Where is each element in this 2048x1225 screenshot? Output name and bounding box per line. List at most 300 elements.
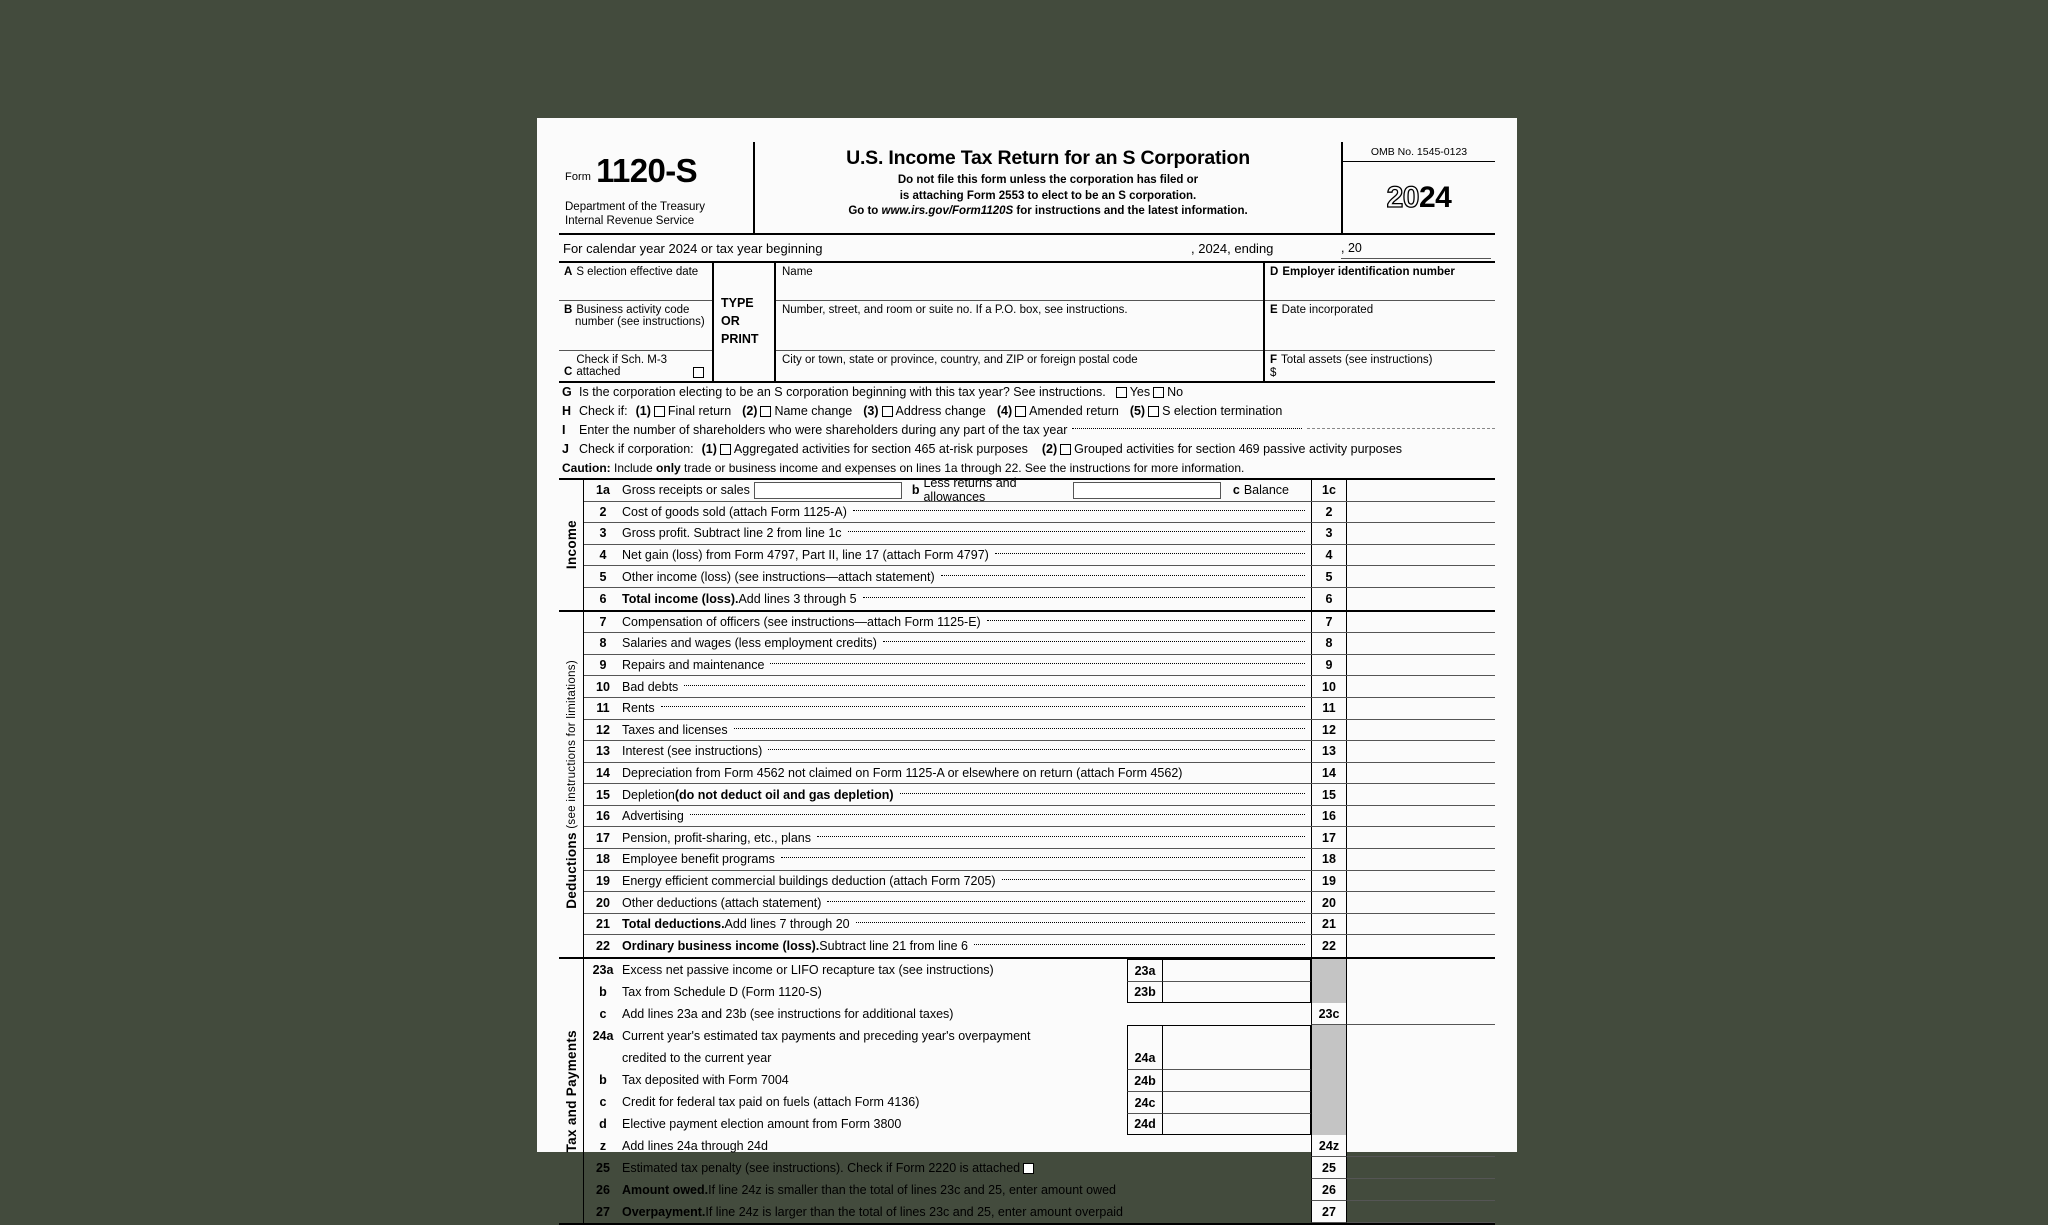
checkbox-grouped-activities[interactable] — [1060, 444, 1071, 455]
label-f: F — [1270, 353, 1278, 366]
line-23a-sub-label: 23a — [1127, 959, 1163, 981]
line-23c-box-label: 23c — [1311, 1003, 1347, 1025]
line-2-leader — [853, 510, 1305, 511]
line-7-leader — [987, 620, 1305, 621]
line-5-row — [584, 566, 1495, 588]
line-23a-sub-amount[interactable] — [1163, 959, 1311, 981]
label-f-text: Total assets (see instructions) — [1281, 353, 1433, 366]
question-i-leader — [1072, 428, 1302, 429]
form-page — [537, 118, 1517, 1220]
label-i: I — [562, 423, 566, 438]
checkbox-address-change[interactable] — [882, 406, 893, 417]
line-24z-amount[interactable] — [1347, 1135, 1495, 1157]
line-12-box-label: 12 — [1311, 720, 1347, 741]
line-15-box-label: 15 — [1311, 784, 1347, 805]
line-11-amount[interactable] — [1347, 698, 1495, 719]
line-16-leader — [690, 814, 1305, 815]
checkbox-amended-return[interactable] — [1015, 406, 1026, 417]
masthead-right — [1343, 142, 1495, 233]
line-22-leader — [974, 944, 1305, 945]
line-9-leader — [770, 663, 1305, 664]
label-e-text: Date incorporated — [1281, 303, 1374, 316]
line-5-leader — [941, 575, 1305, 576]
line-12-description — [622, 723, 1311, 737]
line-24d-text: Elective payment election amount from Form 3800 — [622, 1117, 902, 1132]
field-f-total-assets[interactable] — [1265, 351, 1495, 381]
form-title: U.S. Income Tax Return for an S Corporation — [846, 147, 1250, 169]
checkbox-aggregated-activities[interactable] — [720, 444, 731, 455]
masthead-left — [559, 142, 755, 233]
line-11-box-label: 11 — [1311, 698, 1347, 719]
line-24a-tail-2 — [1347, 1047, 1495, 1069]
line-26-box-label: 26 — [1311, 1179, 1347, 1201]
line-4-amount[interactable] — [1347, 545, 1495, 566]
caution-label: Caution: — [562, 460, 611, 475]
line-15-amount[interactable] — [1347, 784, 1495, 805]
shareholder-count-field[interactable] — [1307, 428, 1495, 429]
line-21-amount[interactable] — [1347, 914, 1495, 935]
line-4-leader — [995, 553, 1305, 554]
shade-block-23a — [1311, 959, 1347, 981]
line-16-number: 16 — [596, 809, 610, 824]
line-24a-description-1 — [622, 1025, 1127, 1047]
line-12-row — [584, 720, 1495, 742]
line-4-box-label: 4 — [1311, 545, 1347, 566]
income-section-label — [559, 480, 584, 610]
line-24d-description — [622, 1113, 1127, 1135]
line-5-text: Other income (loss) (see instructions—attach statement) — [622, 569, 935, 584]
line-6-bold-lead: Total income (loss). — [622, 591, 739, 606]
line-12-number: 12 — [596, 722, 610, 737]
line-20-leader — [827, 901, 1305, 902]
line-24a-sub-spacer — [1127, 1025, 1163, 1047]
line-1b-letter: b — [911, 483, 920, 498]
line-25-amount[interactable] — [1347, 1157, 1495, 1179]
type-or-print-line-1: TYPE — [721, 296, 754, 311]
line-24z-row — [584, 1135, 1495, 1157]
field-b-business-activity-code[interactable] — [559, 301, 712, 351]
line-16-box-label: 16 — [1311, 806, 1347, 827]
checkbox-g-yes[interactable] — [1116, 387, 1127, 398]
line-23c-amount[interactable] — [1347, 1003, 1495, 1025]
line-24a-number-spacer — [584, 1047, 622, 1069]
line-10-text: Bad debts — [622, 679, 679, 694]
caution-text-a: Include — [610, 460, 657, 475]
line-19-box-label: 19 — [1311, 871, 1347, 892]
line-23c-number: c — [599, 1007, 607, 1022]
line-13-amount[interactable] — [1347, 741, 1495, 762]
field-name[interactable]: Name — [776, 263, 1263, 301]
line-9-row — [584, 655, 1495, 677]
line-16-amount[interactable] — [1347, 806, 1495, 827]
checkbox-g-no[interactable] — [1153, 387, 1164, 398]
h-item-3-number: (3) — [863, 404, 879, 419]
line-20-row — [584, 892, 1495, 914]
line-24c-sub-amount[interactable] — [1163, 1091, 1311, 1113]
label-g: G — [562, 385, 572, 400]
h-item-2-number: (2) — [742, 404, 758, 419]
income-rows — [584, 476, 1495, 610]
line-10-number: 10 — [596, 679, 610, 694]
line-17-amount[interactable] — [1347, 827, 1495, 848]
label-c-text: Check if Sch. M-3 attached — [576, 353, 668, 378]
label-e: E — [1270, 303, 1278, 316]
line-3-amount[interactable] — [1347, 523, 1495, 544]
line-24z-text: Add lines 24a through 24d — [622, 1139, 768, 1154]
line-13-text: Interest (see instructions) — [622, 744, 763, 759]
line-6-description — [622, 592, 1311, 606]
line-24a-number: 24a — [592, 1029, 614, 1044]
j-item-1-label: Aggregated activities for section 465 at-risk purposes — [733, 442, 1028, 457]
form-subtitle — [759, 173, 1337, 219]
line-26-description — [622, 1179, 1311, 1201]
line-24b-sub-amount[interactable] — [1163, 1069, 1311, 1091]
line-23a-tail — [1347, 959, 1495, 981]
line-8-leader — [883, 641, 1305, 642]
line-8-amount[interactable] — [1347, 633, 1495, 654]
shade-block-24d — [1311, 1113, 1347, 1135]
line-27-number: 27 — [596, 1205, 610, 1220]
line-1c-text: Balance — [1243, 483, 1289, 498]
tax-year-end-field[interactable]: , 20 — [1341, 237, 1491, 259]
tax-payments-label-text: Tax and Payments — [563, 1029, 579, 1153]
line-8-row — [584, 633, 1495, 655]
subtitle-line-3 — [759, 204, 1337, 219]
line-24a-description-2 — [622, 1047, 1127, 1069]
line-1c-letter: c — [1232, 483, 1240, 498]
h-item-2-label: Name change — [774, 404, 853, 419]
label-d-text: Employer identification number — [1282, 265, 1455, 278]
label-a-text: S election effective date — [576, 265, 699, 278]
line-3-description — [622, 526, 1311, 540]
line-18-row — [584, 849, 1495, 871]
line-24c-text: Credit for federal tax paid on fuels (attach Form 4136) — [622, 1095, 920, 1110]
field-street-address[interactable]: Number, street, and room or suite no. If a P.O. box, see instructions. — [776, 301, 1263, 351]
line-24a-sub-label: 24a — [1127, 1047, 1163, 1069]
line-26-bold-lead: Amount owed. — [622, 1183, 709, 1198]
line-4-text: Net gain (loss) from Form 4797, Part II, line 17 (attach Form 4797) — [622, 548, 989, 563]
label-j: J — [562, 442, 569, 457]
entity-information-block — [559, 263, 1495, 383]
questions-block — [559, 383, 1495, 459]
line-2-description — [622, 505, 1311, 519]
line-7-row — [584, 612, 1495, 634]
line-9-amount[interactable] — [1347, 655, 1495, 676]
line-20-text: Other deductions (attach statement) — [622, 895, 822, 910]
checkbox-form-2220-attached[interactable] — [1023, 1163, 1034, 1174]
form-1120s — [559, 142, 1495, 1225]
line-24d-row — [584, 1113, 1495, 1135]
line-20-number: 20 — [596, 895, 610, 910]
line-24b-description — [622, 1069, 1127, 1091]
caution-text-b: trade or business income and expenses on lines 1a through 22. See the instructions for more information. — [680, 460, 1245, 475]
line-15-leader — [900, 793, 1305, 794]
line-6-number: 6 — [599, 591, 607, 606]
question-j-text: Check if corporation: — [579, 442, 694, 457]
label-b: B — [564, 303, 573, 316]
line-16-row — [584, 806, 1495, 828]
line-14-amount[interactable] — [1347, 763, 1495, 784]
label-b-text-2: number (see instructions) — [575, 315, 705, 328]
deductions-label-text — [564, 660, 579, 909]
line-23b-sub-amount[interactable] — [1163, 981, 1311, 1003]
line-23c-row — [584, 1003, 1495, 1025]
shade-block-24a-top — [1311, 1025, 1347, 1047]
line-1b-input[interactable] — [1073, 482, 1221, 499]
line-10-leader — [684, 685, 1305, 686]
masthead-center — [755, 142, 1343, 233]
entity-right-column — [1265, 263, 1495, 381]
line-13-description — [622, 744, 1311, 758]
line-23a-text: Excess net passive income or LIFO recapture tax (see instructions) — [622, 963, 994, 978]
line-2-row — [584, 502, 1495, 524]
line-19-amount[interactable] — [1347, 871, 1495, 892]
line-23b-sub-label: 23b — [1127, 981, 1163, 1003]
line-15-text: Depletion — [622, 787, 675, 802]
line-21-bold-lead: Total deductions. — [622, 917, 725, 932]
label-b-text-1: Business activity code — [576, 303, 690, 316]
line-15-description — [622, 788, 1311, 802]
line-12-amount[interactable] — [1347, 720, 1495, 741]
line-24c-number: c — [599, 1095, 607, 1110]
line-24b-sub-label: 24b — [1127, 1069, 1163, 1091]
field-c-schedule-m3[interactable] — [559, 351, 712, 381]
line-19-row — [584, 871, 1495, 893]
line-21-row — [584, 914, 1495, 936]
question-g — [559, 383, 1495, 402]
line-22-amount[interactable] — [1347, 935, 1495, 957]
line-17-number: 17 — [596, 830, 610, 845]
line-3-box-label: 3 — [1311, 523, 1347, 544]
line-19-leader — [1002, 879, 1305, 880]
line-25-number: 25 — [596, 1161, 610, 1176]
line-23a-description — [622, 959, 1127, 981]
deductions-label-bold: Deductions — [563, 832, 579, 909]
line-9-description — [622, 658, 1311, 672]
h-item-1-number: (1) — [635, 404, 651, 419]
line-23b-row — [584, 981, 1495, 1003]
line-24a-sub-amount-top[interactable] — [1163, 1025, 1311, 1047]
line-24a-text-2: credited to the current year — [622, 1051, 772, 1066]
line-7-text: Compensation of officers (see instructions—attach Form 1125-E) — [622, 614, 981, 629]
line-24d-tail — [1347, 1113, 1495, 1135]
line-24z-box-label: 24z — [1311, 1135, 1347, 1157]
label-a: A — [564, 265, 573, 278]
line-18-text: Employee benefit programs — [622, 852, 775, 867]
line-27-text: If line 24z is larger than the total of lines 23c and 25, enter amount overpaid — [705, 1205, 1123, 1220]
calendar-year-label: For calendar year 2024 or tax year beginning — [563, 240, 823, 256]
line-20-amount[interactable] — [1347, 892, 1495, 913]
line-14-description — [622, 766, 1311, 780]
subtitle-line-2: is attaching Form 2553 to elect to be an S corporation. — [899, 189, 1197, 202]
line-24b-text: Tax deposited with Form 7004 — [622, 1073, 789, 1088]
line-23c-description — [622, 1003, 1311, 1025]
tax-year — [1343, 162, 1495, 233]
line-4-description — [622, 548, 1311, 562]
line-6-row — [584, 588, 1495, 610]
checkbox-name-change[interactable] — [760, 406, 771, 417]
line-17-row — [584, 827, 1495, 849]
line-18-amount[interactable] — [1347, 849, 1495, 870]
line-24a-row-2 — [584, 1047, 1495, 1069]
field-city-state-zip[interactable]: City or town, state or province, country, and ZIP or foreign postal code — [782, 353, 1138, 366]
line-22-text: Subtract line 21 from line 6 — [819, 939, 968, 954]
line-9-number: 9 — [599, 658, 607, 673]
j-item-2-label: Grouped activities for section 469 passive activity purposes — [1074, 442, 1403, 457]
line-1c-spacer — [1295, 488, 1305, 489]
line-26-number: 26 — [596, 1183, 610, 1198]
line-21-box-label: 21 — [1311, 914, 1347, 935]
type-or-print-line-2: OR — [721, 314, 740, 329]
tax-year-century: 20 — [1386, 180, 1419, 214]
tax-year-value — [1386, 180, 1452, 214]
calendar-year-bar — [559, 235, 1495, 263]
line-25-box-label: 25 — [1311, 1157, 1347, 1179]
line-25-row — [584, 1157, 1495, 1179]
line-27-row — [584, 1201, 1495, 1223]
shade-block-24c — [1311, 1091, 1347, 1113]
line-24b-number: b — [599, 1073, 607, 1088]
line-16-text: Advertising — [622, 809, 684, 824]
line-17-text: Pension, profit-sharing, etc., plans — [622, 830, 811, 845]
line-7-description — [622, 615, 1311, 629]
line-22-box-label: 22 — [1311, 935, 1347, 957]
line-14-box-label: 14 — [1311, 763, 1347, 784]
line-11-number: 11 — [596, 701, 610, 716]
line-24c-sub-label: 24c — [1127, 1091, 1163, 1113]
line-14-row — [584, 763, 1495, 785]
tax-payments-section-label — [559, 959, 584, 1223]
question-g-text: Is the corporation electing to be an S corporation beginning with this tax year? See instructions. — [579, 385, 1106, 400]
line-24a-sub-amount[interactable] — [1163, 1047, 1311, 1069]
line-15-row — [584, 784, 1495, 806]
question-i-text: Enter the number of shareholders who were shareholders during any part of the tax year — [579, 423, 1068, 438]
checkbox-s-election-termination[interactable] — [1148, 406, 1159, 417]
entity-left-column — [559, 263, 714, 381]
line-6-amount[interactable] — [1347, 588, 1495, 610]
goto-suffix: for instructions and the latest information. — [1013, 204, 1248, 217]
line-25-description — [622, 1157, 1311, 1179]
line-7-amount[interactable] — [1347, 612, 1495, 633]
line-23b-number: b — [599, 985, 607, 1000]
line-18-leader — [781, 857, 1305, 858]
line-24b-row — [584, 1069, 1495, 1091]
checkbox-schedule-m3[interactable] — [693, 367, 704, 378]
deductions-section-label — [559, 612, 584, 958]
line-9-box-label: 9 — [1311, 655, 1347, 676]
line-18-box-label: 18 — [1311, 849, 1347, 870]
line-14-text: Depreciation from Form 4562 not claimed on Form 1125-A or elsewhere on return (attach Form 4562) — [622, 766, 1183, 780]
line-1b-text: Less returns and allowances — [923, 476, 1017, 505]
tax-year-digits: 24 — [1419, 180, 1452, 214]
line-27-amount[interactable] — [1347, 1201, 1495, 1223]
line-24z-number: z — [599, 1139, 607, 1154]
h-item-5-label: S election termination — [1162, 404, 1283, 419]
line-5-description — [622, 570, 1311, 584]
line-7-box-label: 7 — [1311, 612, 1347, 633]
line-3-text: Gross profit. Subtract line 2 from line 1c — [622, 526, 842, 541]
omb-number: OMB No. 1545-0123 — [1343, 146, 1495, 162]
line-10-box-label: 10 — [1311, 676, 1347, 697]
line-3-leader — [848, 531, 1305, 532]
checkbox-final-return[interactable] — [654, 406, 665, 417]
line-1a-input[interactable] — [754, 482, 902, 499]
line-5-number: 5 — [599, 569, 607, 584]
type-or-print-line-3: PRINT — [721, 331, 759, 346]
question-h-text: Check if: — [579, 404, 628, 419]
j-item-2-number: (2) — [1041, 442, 1058, 457]
line-23b-description — [622, 981, 1127, 1003]
department-line-1: Department of the Treasury — [565, 201, 705, 214]
line-18-number: 18 — [596, 852, 610, 867]
line-24d-sub-label: 24d — [1127, 1113, 1163, 1135]
field-d-ein[interactable] — [1265, 263, 1495, 301]
line-27-description — [622, 1201, 1311, 1223]
line-13-box-label: 13 — [1311, 741, 1347, 762]
j-item-1-number: (1) — [701, 442, 717, 457]
form-number: 1120-S — [596, 152, 698, 189]
line-3-number: 3 — [599, 526, 607, 541]
type-or-print-label — [714, 263, 776, 381]
line-23c-text: Add lines 23a and 23b (see instructions for additional taxes) — [622, 1007, 954, 1022]
line-11-row — [584, 698, 1495, 720]
field-e-date-incorporated[interactable] — [1265, 301, 1495, 351]
line-12-leader — [734, 728, 1305, 729]
question-i — [559, 421, 1495, 440]
line-17-box-label: 17 — [1311, 827, 1347, 848]
line-24c-tail — [1347, 1091, 1495, 1113]
line-23a-number: 23a — [592, 963, 614, 978]
line-11-description — [622, 701, 1311, 715]
line-23b-tail — [1347, 981, 1495, 1003]
line-1c-box-label: 1c — [1311, 480, 1347, 501]
line-21-text: Add lines 7 through 20 — [724, 917, 850, 932]
line-4-row — [584, 545, 1495, 567]
line-8-description — [622, 636, 1311, 650]
line-19-description — [622, 874, 1311, 888]
label-d: D — [1270, 265, 1279, 278]
label-c: C — [564, 365, 573, 378]
line-2-amount[interactable] — [1347, 502, 1495, 523]
line-10-amount[interactable] — [1347, 676, 1495, 697]
line-21-number: 21 — [596, 917, 610, 932]
line-3-row — [584, 523, 1495, 545]
entity-address-column — [776, 263, 1265, 381]
line-14-spacer — [1188, 771, 1305, 772]
line-24c-row — [584, 1091, 1495, 1113]
department-line-2: Internal Revenue Service — [565, 215, 695, 228]
field-a-s-election-date[interactable] — [559, 263, 712, 301]
line-17-description — [622, 831, 1311, 845]
line-1a-number: 1a — [596, 483, 610, 498]
line-24z-description — [622, 1135, 1311, 1157]
h-item-3-label: Address change — [895, 404, 986, 419]
line-1c-amount[interactable] — [1347, 480, 1495, 501]
line-8-text: Salaries and wages (less employment credits) — [622, 636, 877, 651]
line-11-text: Rents — [622, 701, 655, 716]
line-22-number: 22 — [596, 939, 610, 954]
line-5-amount[interactable] — [1347, 566, 1495, 587]
form-masthead — [559, 142, 1495, 235]
line-17-leader — [817, 836, 1305, 837]
line-26-amount[interactable] — [1347, 1179, 1495, 1201]
tax-year-ending-label[interactable]: , 2024, ending — [1191, 240, 1274, 256]
label-h: H — [562, 404, 572, 419]
line-13-row — [584, 741, 1495, 763]
line-24d-sub-amount[interactable] — [1163, 1113, 1311, 1135]
line-7-number: 7 — [599, 614, 607, 629]
deductions-section — [559, 612, 1495, 960]
